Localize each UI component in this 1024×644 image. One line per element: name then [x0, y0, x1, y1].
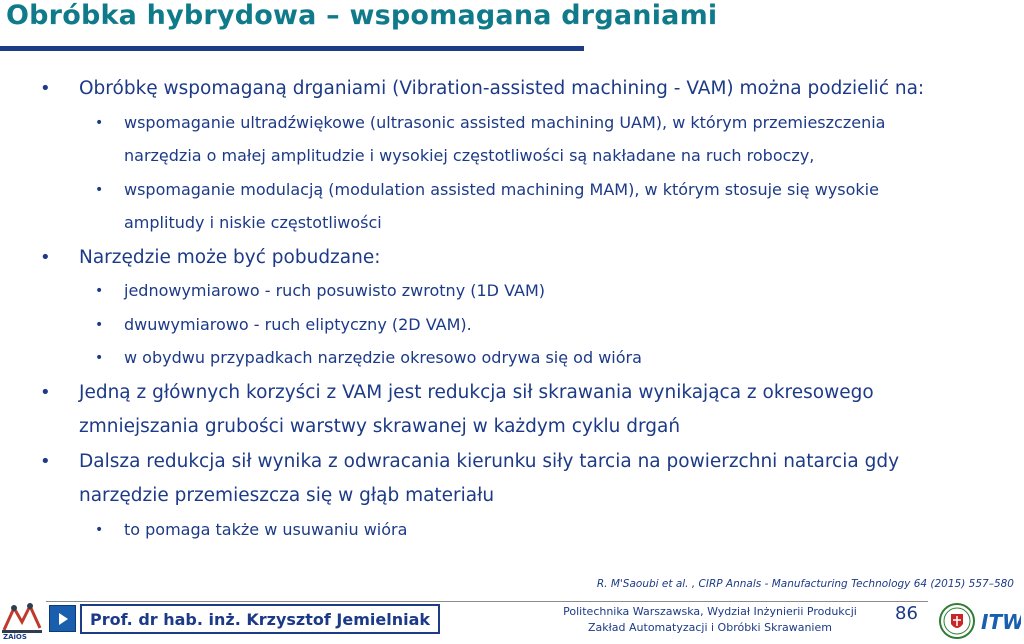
institution-line-1: Politechnika Warszawska, Wydział Inżynierii Produkcji	[563, 605, 857, 618]
zaios-logo	[0, 600, 46, 640]
bullet-text: Obróbkę wspomaganą drganiami (Vibration-assisted machining - VAM) można podzielić na:	[79, 78, 925, 99]
play-triangle-icon	[56, 612, 70, 626]
bullet-marker: •	[40, 78, 51, 99]
page-number: 86	[895, 603, 918, 624]
bullet-text: Jedną z głównych korzyści z VAM jest redukcja sił skrawania wynikająca z okresowego	[79, 381, 874, 403]
bullet-marker: •	[40, 246, 51, 268]
sub-bullet-text: jednowymiarowo - ruch posuwisto zwrotny (1D VAM)	[124, 281, 545, 300]
footer-divider	[46, 601, 928, 602]
svg-text:ZAiOS: ZAiOS	[3, 633, 27, 640]
svg-text:ITW: ITW	[981, 610, 1021, 634]
bullet-marker: •	[95, 316, 104, 333]
bullet-marker: •	[40, 450, 51, 472]
university-seal-logo	[937, 602, 977, 640]
bullet-marker: •	[95, 181, 104, 198]
bullet-text: Narzędzie może być pobudzane:	[79, 246, 381, 268]
bullet-marker: •	[95, 350, 104, 366]
bullet-marker: •	[95, 114, 104, 131]
sub-bullet-text: to pomaga także w usuwaniu wióra	[124, 519, 408, 539]
bullet-text: narzędzie przemieszcza się w głąb materiału	[79, 485, 495, 506]
bullet-text: Dalsza redukcja sił wynika z odwracania kierunku siły tarcia na powierzchni natarcia gdy	[79, 450, 900, 472]
bullet-marker: •	[95, 283, 104, 299]
author-box: Prof. dr hab. inż. Krzysztof Jemielniak	[80, 604, 440, 634]
sub-bullet-text: w obydwu przypadkach narzędzie okresowo odrywa się od wióra	[124, 348, 642, 367]
bullet-text: zmniejszania grubości warstwy skrawanej w każdym cyklu drgań	[79, 416, 681, 437]
sub-bullet-text: amplitudy i niskie częstotliwości	[124, 213, 382, 232]
navigation-button[interactable]	[49, 605, 76, 632]
institution-line-2: Zakład Automatyzacji i Obróbki Skrawaniem	[588, 621, 832, 634]
bullet-marker: •	[95, 521, 104, 538]
sub-bullet-text: narzędzia o małej amplitudzie i wysokiej częstotliwości są nakładane na ruch roboczy,	[124, 146, 815, 165]
bullet-marker: •	[40, 381, 51, 403]
itw-logo	[979, 604, 1021, 636]
citation: R. M'Saoubi et al. , CIRP Annals - Manufacturing Technology 64 (2015) 557–580	[596, 578, 1014, 590]
sub-bullet-text: wspomaganie modulacją (modulation assisted machining MAM), w którym stosuje się wysokie	[124, 179, 879, 199]
institution-info	[560, 604, 860, 636]
slide-title: Obróbka hybrydowa – wspomagana drganiami	[6, 0, 718, 31]
sub-bullet-text: wspomaganie ultradźwiękowe (ultrasonic assisted machining UAM), w którym przemieszczenia	[124, 112, 886, 132]
sub-bullet-text: dwuwymiarowo - ruch eliptyczny (2D VAM).	[124, 314, 472, 334]
